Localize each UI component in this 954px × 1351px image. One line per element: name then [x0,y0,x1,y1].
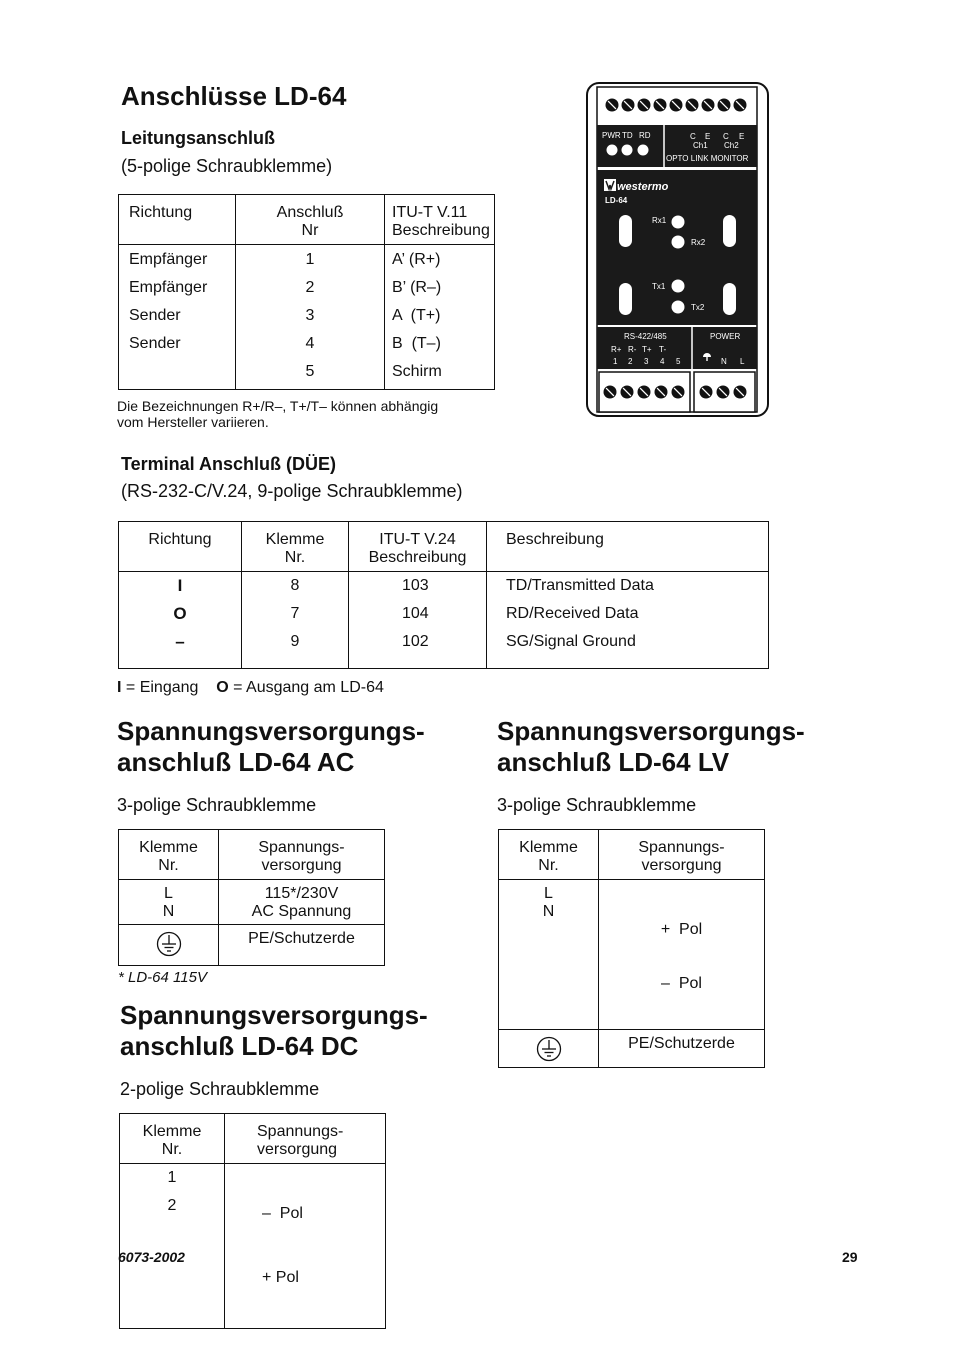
table-cell: Sender [129,335,181,352]
monitor-label: OPTO LINK MONITOR [666,154,749,163]
line-conn-note: Die Bezeichnungen R+/R–, T+/T– können abhängig vom Hersteller variieren. [117,398,439,430]
led-label-td: TD [622,131,633,140]
terminal-screw [638,99,651,112]
rx2-label: Rx2 [691,238,706,247]
table-cell: 5 [305,363,315,380]
dc-header-versorgung: Spannungs- versorgung [225,1114,386,1164]
fiber-port-4 [723,283,736,315]
lv-header-klemme: Klemme Nr. [499,830,599,880]
line-conn-subheading: (5-polige Schraubklemme) [121,156,333,176]
page-title: Anschlüsse LD-64 [121,81,347,111]
monitor-e1: E [705,132,711,141]
table-cell: 3 [305,307,315,324]
line-conn-col-itu [385,245,495,390]
lv-table [498,829,765,1068]
terminal-screw [670,99,683,112]
table-cell: I [177,576,183,595]
monitor-ch2: Ch2 [724,141,739,150]
terminal-col-itu [349,572,487,669]
dc-subheading: 2-polige Schraubklemme [120,1079,320,1099]
table-cell [129,358,235,386]
terminal-col-richtung [119,572,242,669]
table-cell: 9 [290,633,300,650]
terminal-screw [621,386,634,399]
rs-label: RS-422/485 [624,332,667,341]
terminal-header-klemme: Klemme Nr. [242,522,349,572]
terminal-screw [655,386,668,399]
terminal-col-klemme [242,572,349,669]
rx2-led [672,236,685,249]
lv-row1-versorgung: + Pol – Pol [599,880,765,1030]
rs-num-5: 5 [676,357,681,366]
table-cell: B (T–) [392,335,441,352]
monitor-c2: C [723,132,729,141]
table-cell: A’ (R+) [392,251,441,268]
table-cell: A (T+) [392,307,441,324]
terminal-conn-subheading: (RS-232-C/V.24, 9-polige Schraubklemme) [121,481,463,501]
terminal-header-itu: ITU-T V.24 Beschreibung [349,522,487,572]
rs-num-3: 3 [644,357,649,366]
rs-pin-4: T- [659,345,667,354]
tx1-label: Tx1 [652,282,666,291]
power-pin-l: L [740,357,745,366]
line-conn-header-itu: ITU-T V.11 Beschreibung [385,195,495,245]
rx1-label: Rx1 [652,216,667,225]
table-cell: RD/Received Data [506,605,639,622]
line-conn-col-nr [236,245,385,390]
table-cell: 8 [290,577,300,594]
table-cell: Schirm [392,363,442,380]
power-label: POWER [710,332,741,341]
table-cell: + Pol [262,1269,299,1286]
rs-num-1: 1 [613,357,618,366]
table-cell: SG/Signal Ground [506,633,636,650]
led-pwr [607,145,618,156]
table-cell: 2 [167,1197,177,1214]
table-cell: Sender [129,307,181,324]
table-cell: 102 [402,633,429,650]
table-cell: 1 [167,1169,177,1186]
rs-pin-1: R+ [611,345,622,354]
top-terminal-block [606,99,747,112]
line-conn-header-anschluss: Anschluß Nr [236,195,385,245]
rx1-led [672,216,685,229]
terminal-screw [700,386,713,399]
table-cell: 2 [305,279,315,296]
lv-row1-klemme: L N [499,880,599,1030]
terminal-legend: I = Eingang O = Ausgang am LD-64 [117,679,384,696]
terminal-screw [734,99,747,112]
table-cell: 1 [305,251,315,268]
table-cell: 4 [305,335,315,352]
dc-heading: Spannungsversorgungs- anschluß LD-64 DC [120,1000,428,1061]
terminal-screw [718,99,731,112]
dc-table [119,1113,386,1329]
table-cell: B’ (R–) [392,279,442,296]
tx1-led [672,280,685,293]
terminal-header-beschreibung: Beschreibung [487,522,769,572]
table-cell: – Pol [262,1205,303,1222]
terminal-conn-heading: Terminal Anschluß (DÜE) [121,454,337,474]
table-cell: Empfänger [129,279,208,296]
earth-ground-icon [536,1036,562,1062]
led-rd [638,145,649,156]
line-conn-table [118,194,495,390]
ac-row1-klemme: L N [119,880,219,925]
terminal-screw [672,386,685,399]
ld64-device-diagram [586,82,770,418]
terminal-screw [654,99,667,112]
lv-row2-klemme [499,1030,599,1068]
lv-row2-versorgung: PE/Schutzerde [599,1030,765,1068]
line-conn-heading: Leitungsanschluß [121,128,276,148]
led-label-pwr: PWR [602,131,621,140]
doc-number: 6073-2002 [118,1249,185,1265]
lv-subheading: 3-polige Schraubklemme [497,795,697,815]
fiber-port-3 [619,283,632,315]
terminal-screw [702,99,715,112]
earth-ground-icon [156,931,182,957]
monitor-e2: E [739,132,745,141]
device-model: LD-64 [605,196,628,205]
terminal-header-richtung: Richtung [119,522,242,572]
ac-row1-versorgung: 115*/230V AC Spannung [219,880,385,925]
table-cell: TD/Transmitted Data [506,577,654,594]
rs-pin-3: T+ [642,345,652,354]
fiber-port-1 [619,215,632,247]
lv-header-versorgung: Spannungs- versorgung [599,830,765,880]
fiber-port-2 [723,215,736,247]
table-cell: Empfänger [129,251,208,268]
terminal-screw [604,386,617,399]
led-td [622,145,633,156]
rs-num-2: 2 [628,357,633,366]
ac-row2-versorgung: PE/Schutzerde [219,925,385,966]
led-label-rd: RD [639,131,651,140]
terminal-screw [638,386,651,399]
monitor-c1: C [690,132,696,141]
dc-col-klemme [120,1164,225,1329]
ac-subheading: 3-polige Schraubklemme [117,795,317,815]
power-pin-n: N [721,357,727,366]
terminal-conn-table [118,521,769,669]
terminal-screw [622,99,635,112]
monitor-ch1: Ch1 [693,141,708,150]
tx2-label: Tx2 [691,303,705,312]
terminal-col-beschreibung [487,572,769,669]
terminal-screw [606,99,619,112]
brand-name: westermo [617,181,669,193]
terminal-screw [734,386,747,399]
table-cell: 103 [402,577,429,594]
ac-header-versorgung: Spannungs- versorgung [219,830,385,880]
dc-header-klemme: Klemme Nr. [120,1114,225,1164]
table-cell: O [173,604,187,623]
ac-row2-klemme [119,925,219,966]
rs-pin-2: R- [628,345,637,354]
ac-heading: Spannungsversorgungs- anschluß LD-64 AC [117,716,425,777]
terminal-screw [686,99,699,112]
ac-header-klemme: Klemme Nr. [119,830,219,880]
table-cell: 7 [290,605,300,622]
ac-table [118,829,385,966]
tx2-led [672,301,685,314]
table-cell: 104 [402,605,429,622]
terminal-screw [717,386,730,399]
line-conn-col-richtung [119,245,236,390]
rs-num-4: 4 [660,357,665,366]
dc-col-versorgung [225,1164,386,1329]
page-number: 29 [842,1249,858,1265]
ac-footnote: * LD-64 115V [118,969,207,986]
table-cell: – [175,632,185,651]
line-conn-header-richtung: Richtung [119,195,236,245]
lv-heading: Spannungsversorgungs- anschluß LD-64 LV [497,716,805,777]
